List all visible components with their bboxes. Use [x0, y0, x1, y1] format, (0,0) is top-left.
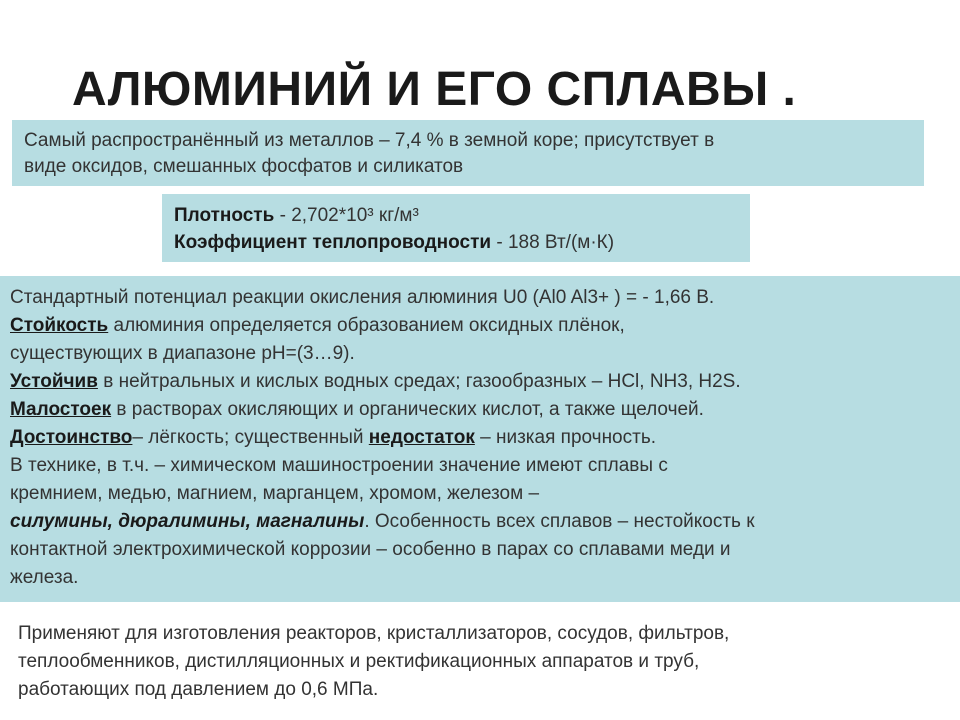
stability-text: алюминия определяется образованием оксидных плёнок, — [108, 315, 625, 336]
density-label: Плотность — [174, 205, 275, 226]
resistant-text: в нейтральных и кислых водных средах; газообразных – HCl, NH3, H2S. — [97, 371, 741, 392]
intro-line-2: виде оксидов, смешанных фосфатов и силикатов — [24, 156, 464, 177]
alloys-feature-text: . Особенность всех сплавов – нестойкость к — [364, 511, 755, 532]
intro-line-1: Самый распространённый из металлов – 7,4 % в земной коре; присутствует в — [24, 130, 715, 151]
applications-line-2: теплообменников, дистилляционных и ректификационных аппаратов и труб, — [18, 651, 700, 672]
corrosion-end-line: железа. — [10, 567, 79, 588]
density-value: - 2,702*10³ кг/м³ — [274, 205, 419, 226]
alloys-names: силумины, дюралимины, магналины — [10, 511, 365, 532]
advantage-text: – лёгкость; существенный — [132, 427, 369, 448]
properties-box — [162, 194, 750, 262]
drawback-keyword: недостаток — [368, 427, 475, 448]
conductivity-row — [174, 229, 738, 256]
conductivity-label: Коэффициент теплопроводности — [174, 232, 492, 253]
resistant-keyword: Устойчив — [10, 371, 98, 392]
low-resistance-keyword: Малостоек — [10, 399, 112, 420]
applications-line-1: Применяют для изготовления реакторов, кристаллизаторов, сосудов, фильтров, — [18, 623, 730, 644]
drawback-text: – низкая прочность. — [474, 427, 657, 448]
low-resistance-text: в растворах окисляющих и органических кислот, а также щелочей. — [111, 399, 704, 420]
potential-line: Стандартный потенциал реакции окисления алюминия U0 (Al0 Al3+ ) = - 1,66 В. — [10, 287, 715, 308]
applications-line-3: работающих под давлением до 0,6 МПа. — [18, 679, 379, 700]
ph-range-line: существующих в диапазоне pH=(3…9). — [10, 343, 355, 364]
advantage-keyword: Достоинство — [10, 427, 133, 448]
alloys-names-line — [10, 508, 950, 536]
resistant-line — [10, 368, 950, 396]
density-row — [174, 202, 738, 229]
page-title: АЛЮМИНИЙ И ЕГО СПЛАВЫ . — [72, 63, 797, 116]
conductivity-value: - 188 Вт/(м·К) — [491, 232, 615, 253]
alloys-elements-line: кремнием, медью, магнием, марганцем, хромом, железом – — [10, 483, 540, 504]
stability-keyword: Стойкость — [10, 315, 109, 336]
advantage-line — [10, 424, 950, 452]
corrosion-line: контактной электрохимической коррозии – особенно в парах со сплавами меди и — [10, 539, 731, 560]
low-resistance-line — [10, 396, 950, 424]
applications-text — [18, 620, 948, 704]
stability-line — [10, 312, 950, 340]
intro-box — [12, 120, 924, 186]
alloys-intro-line: В технике, в т.ч. – химическом машиностроении значение имеют сплавы с — [10, 455, 668, 476]
details-box — [0, 276, 960, 602]
